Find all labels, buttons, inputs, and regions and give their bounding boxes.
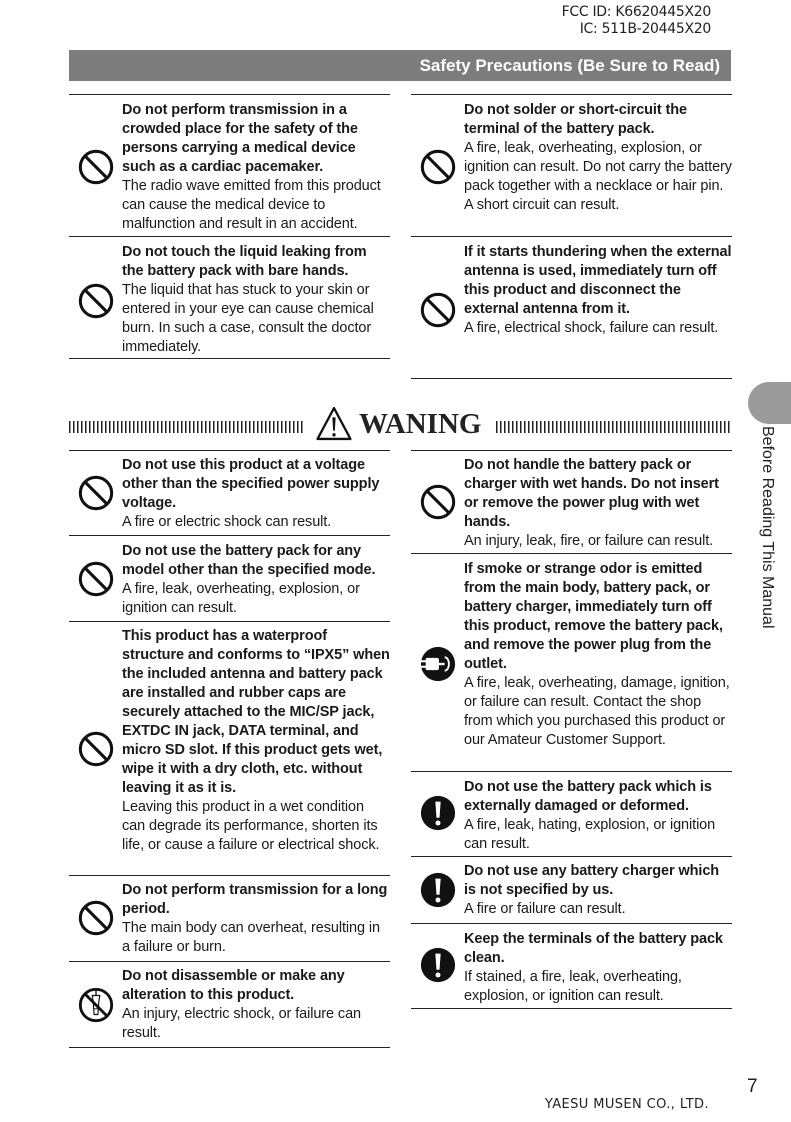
precaution-item bbox=[69, 961, 390, 1048]
precaution-text bbox=[464, 456, 732, 551]
no-disassembly-icon bbox=[77, 986, 115, 1024]
fcc-id: FCC ID: K6620445X20 bbox=[561, 4, 711, 20]
precaution-text bbox=[122, 542, 390, 618]
precaution-text bbox=[464, 101, 732, 215]
precaution-title: If smoke or strange odor is emitted from the main body, battery pack, or battery charger, immediately turn off this product, remove the battery pack, and remove the power plug from the outlet. bbox=[464, 561, 723, 672]
company-name: YAESU MUSEN CO., LTD. bbox=[544, 1097, 709, 1112]
precaution-title: Do not handle the battery pack or charger with wet hands. Do not insert or remove the power plug with wet hands. bbox=[464, 457, 719, 530]
precaution-item bbox=[411, 94, 732, 236]
precaution-detail: A fire, electrical shock, failure can result. bbox=[464, 320, 719, 336]
precaution-title: Do not use the battery pack for any model other than the specified mode. bbox=[122, 543, 376, 578]
prohibition-icon bbox=[77, 474, 115, 512]
precaution-item bbox=[69, 535, 390, 621]
precaution-text bbox=[122, 456, 390, 532]
side-tab-marker bbox=[748, 382, 791, 424]
precaution-text bbox=[464, 862, 732, 919]
precaution-detail: An injury, electric shock, or failure can result. bbox=[122, 1006, 362, 1041]
precaution-detail: A fire, leak, hating, explosion, or ignition can result. bbox=[464, 817, 716, 852]
precaution-detail: A fire or failure can result. bbox=[464, 901, 626, 917]
precaution-item bbox=[411, 923, 732, 1009]
warning-rule-right bbox=[496, 421, 731, 433]
precaution-detail: A fire, leak, overheating, damage, ignition, or failure can result. Contact the shop from which you purchased this product or our Amateur Customer Support. bbox=[464, 675, 730, 748]
precaution-text bbox=[122, 967, 390, 1043]
precaution-text bbox=[122, 881, 390, 957]
prohibition-icon bbox=[77, 730, 115, 768]
precaution-text bbox=[464, 778, 732, 854]
precaution-item bbox=[411, 553, 732, 771]
section-banner: Safety Precautions (Be Sure to Read) bbox=[69, 50, 731, 81]
precaution-text bbox=[464, 930, 732, 1006]
precaution-text bbox=[122, 243, 390, 357]
fcc-header bbox=[562, 4, 711, 38]
precaution-detail: A fire, leak, overheating, explosion, or ignition can result. bbox=[122, 581, 360, 616]
precaution-item bbox=[69, 621, 390, 875]
page-number: 7 bbox=[747, 1076, 758, 1097]
warning-heading bbox=[69, 408, 731, 440]
precaution-item bbox=[69, 236, 390, 359]
warning-triangle-icon bbox=[315, 406, 353, 441]
precaution-item bbox=[69, 450, 390, 535]
precaution-detail: The radio wave emitted from this product can cause the medical device to malfunction and result in an accident. bbox=[122, 178, 381, 232]
bottom-right-column bbox=[411, 450, 732, 1009]
precaution-title: This product has a waterproof structure and conforms to “IPX5” when the included antenna and battery pack are installed and rubber caps are securely attached to the MIC/SP jack, EXTDC IN jack, DATA terminal, and micro SD slot. If this product gets wet, wipe it with a dry cloth, etc. without leaving it as it is. bbox=[122, 628, 390, 796]
prohibition-icon bbox=[77, 560, 115, 598]
precaution-title: Do not perform transmission in a crowded place for the safety of the persons carrying a medical device such as a cardiac pacemaker. bbox=[122, 102, 358, 175]
precaution-detail: Leaving this product in a wet condition can degrade its performance, shorten its life, or cause a failure or electrical shock. bbox=[122, 799, 380, 853]
precaution-detail: A fire, leak, overheating, explosion, or ignition can result. Do not carry the battery pack together with a necklace or hair pin. A short circuit can result. bbox=[464, 140, 732, 213]
mandatory-action-icon bbox=[419, 871, 457, 909]
precaution-title: Do not use any battery charger which is not specified by us. bbox=[464, 863, 720, 898]
precaution-title: Do not perform transmission for a long period. bbox=[122, 882, 388, 917]
side-tab-label: Before Reading This Manual bbox=[759, 426, 776, 629]
prohibition-icon bbox=[77, 148, 115, 186]
precaution-item bbox=[69, 875, 390, 961]
prohibition-icon bbox=[419, 291, 457, 329]
prohibition-icon bbox=[77, 899, 115, 937]
prohibition-icon bbox=[419, 148, 457, 186]
precaution-detail: If stained, a fire, leak, overheating, explosion, or ignition can result. bbox=[464, 969, 682, 1004]
precaution-title: Do not use the battery pack which is externally damaged or deformed. bbox=[464, 779, 712, 814]
precaution-item bbox=[411, 450, 732, 553]
precaution-title: If it starts thundering when the external antenna is used, immediately turn off this product and disconnect the external antenna from it. bbox=[464, 244, 732, 317]
mandatory-action-icon bbox=[419, 794, 457, 832]
top-left-column bbox=[69, 94, 390, 359]
precaution-detail: An injury, leak, fire, or failure can result. bbox=[464, 533, 714, 549]
precaution-title: Do not use this product at a voltage other than the specified power supply voltage. bbox=[122, 457, 380, 511]
precaution-item bbox=[69, 94, 390, 236]
ic-id: IC: 511B-20445X20 bbox=[579, 21, 711, 37]
prohibition-icon bbox=[419, 483, 457, 521]
warning-rule-left bbox=[69, 421, 305, 433]
bottom-left-column bbox=[69, 450, 390, 1048]
warning-title: WANING bbox=[359, 408, 482, 440]
top-right-column bbox=[411, 94, 732, 379]
precaution-title: Do not solder or short-circuit the terminal of the battery pack. bbox=[464, 102, 687, 137]
precaution-detail: The main body can overheat, resulting in a failure or burn. bbox=[122, 920, 380, 955]
prohibition-icon bbox=[77, 282, 115, 320]
unplug-icon bbox=[419, 645, 457, 683]
precaution-text bbox=[464, 560, 732, 750]
precaution-title: Do not touch the liquid leaking from the battery pack with bare hands. bbox=[122, 244, 367, 279]
precaution-item bbox=[411, 236, 732, 379]
precaution-title: Do not disassemble or make any alteration to this product. bbox=[122, 968, 345, 1003]
precaution-text bbox=[464, 243, 732, 338]
mandatory-action-icon bbox=[419, 946, 457, 984]
precaution-item bbox=[411, 856, 732, 923]
precaution-detail: A fire or electric shock can result. bbox=[122, 514, 332, 530]
precaution-title: Keep the terminals of the battery pack clean. bbox=[464, 931, 723, 966]
precaution-text bbox=[122, 101, 390, 234]
precaution-item bbox=[411, 771, 732, 856]
side-tab bbox=[756, 426, 778, 686]
precaution-detail: The liquid that has stuck to your skin or entered in your eye can cause chemical burn. In such a case, consult the doctor immediately. bbox=[122, 282, 374, 355]
precaution-text bbox=[122, 627, 390, 855]
